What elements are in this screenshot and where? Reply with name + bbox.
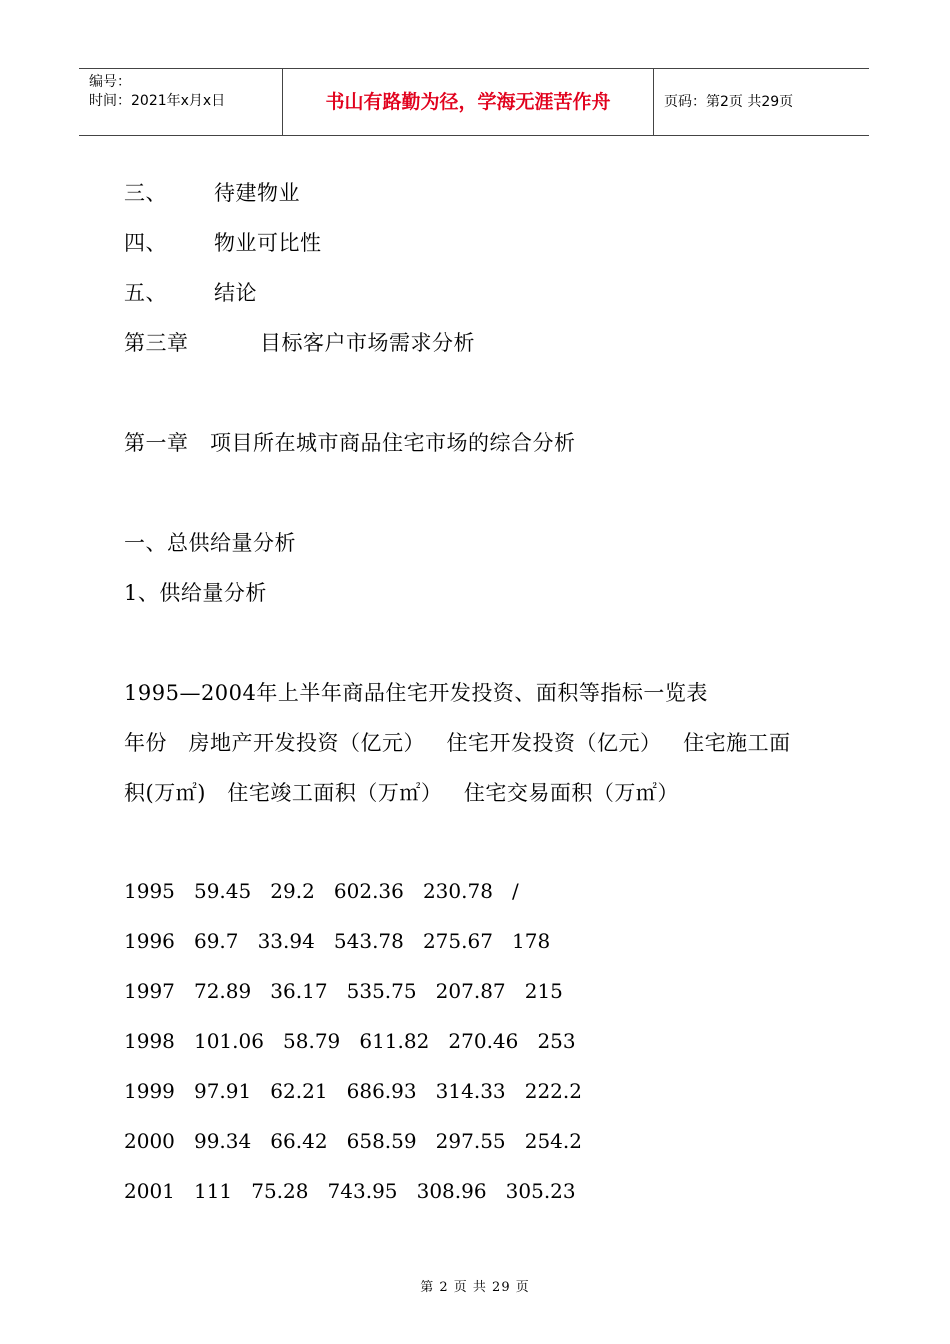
table-row: 1999 97.91 62.21 686.93 314.33 222.2 [124,1079,582,1103]
table-row: 1998 101.06 58.79 611.82 270.46 253 [124,1029,576,1053]
toc-text: 待建物业 [214,181,300,205]
section-title: 一、总供给量分析 [124,531,296,555]
page-footer: 第 2 页 共 29 页 [420,1280,530,1295]
table-row: 1997 72.89 36.17 535.75 207.87 215 [124,979,563,1003]
chapter-title: 第一章 项目所在城市商品住宅市场的综合分析 [124,431,576,455]
toc-item [124,278,257,308]
table-row: 2001 111 75.28 743.95 308.96 305.23 [124,1179,576,1203]
table-caption: 1995—2004年上半年商品住宅开发投资、面积等指标一览表 [124,681,708,705]
toc-num: 五、 [124,281,167,305]
toc-item [124,228,322,258]
table-header-line: 年份 房地产开发投资（亿元） 住宅开发投资（亿元） 住宅施工面 [124,731,791,755]
table-row: 1996 69.7 33.94 543.78 275.67 178 [124,929,551,953]
toc-num: 三、 [124,181,167,205]
header-meta [79,69,282,135]
table-header-line: 积(万㎡) 住宅竣工面积（万㎡） 住宅交易面积（万㎡） [124,781,679,805]
page-header [79,68,869,136]
table-row: 1995 59.45 29.2 602.36 230.78 / [124,879,519,903]
toc-text: 结论 [214,281,257,305]
toc-text: 目标客户市场需求分析 [260,331,475,355]
table-row: 2000 99.34 66.42 658.59 297.55 254.2 [124,1129,582,1153]
subsection-title: 1、供给量分析 [124,581,267,605]
header-motto: 书山有路勤为径，学海无涯苦作舟 [282,69,654,135]
toc-num: 第三章 [124,331,189,355]
toc-item [124,178,300,208]
toc-text: 物业可比性 [214,231,322,255]
header-page-info: 页码：第2页 共29页 [664,94,794,110]
number-label: 编号： [89,74,131,90]
time-label: 时间：2021年x月x日 [89,93,226,109]
toc-item [124,328,475,358]
toc-num: 四、 [124,231,167,255]
